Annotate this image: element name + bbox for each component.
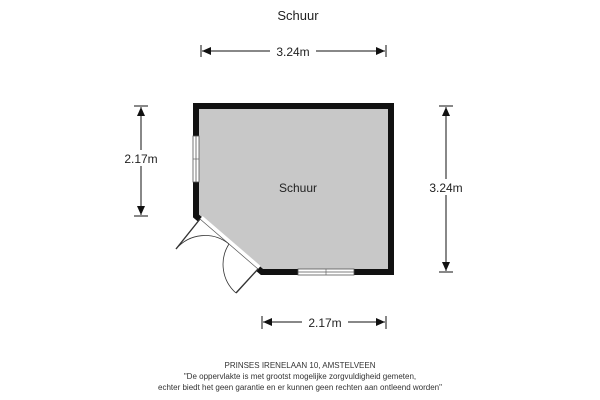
footer-address: PRINSES IRENELAAN 10, AMSTELVEEN [224,361,376,370]
footer [0,360,600,393]
dimension-bottom [262,314,386,330]
dimension-right-label: 3.24m [429,181,463,195]
footer-disclaimer-line2: echter biedt het geen garantie en er kunnen geen rechten aan ontleend worden" [158,383,442,392]
dimension-left-label: 2.17m [124,152,158,166]
footer-disclaimer-line1: "De oppervlakte is met grootst mogelijke zorgvuldigheid gemeten, [183,372,417,381]
dimension-bottom-label: 2.17m [308,316,342,330]
room-label: Schuur [278,181,318,195]
left-window [193,136,199,182]
dimension-left [118,106,164,216]
bottom-window [298,269,354,275]
plan-title: Schuur [277,8,319,23]
dimension-right [423,106,469,272]
dimension-top-label: 3.24m [276,45,310,59]
dimension-top [201,43,386,59]
